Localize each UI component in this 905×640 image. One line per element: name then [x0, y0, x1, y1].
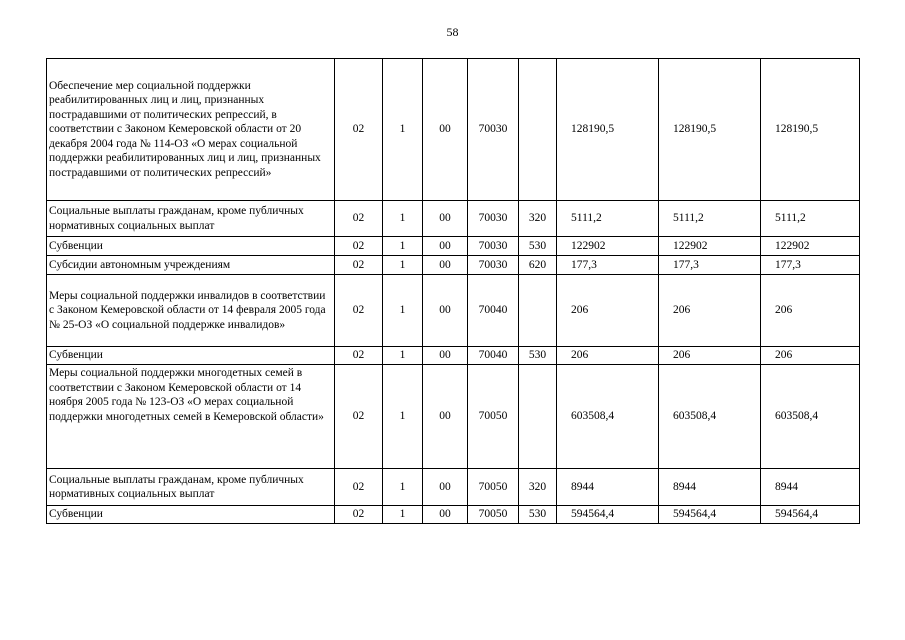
- program-cell: 1: [383, 347, 423, 365]
- row-name-cell: Социальные выплаты гражданам, кроме публичных нормативных социальных выплат: [47, 201, 335, 237]
- subprogram-cell: 00: [423, 275, 468, 347]
- row-name-cell: Меры социальной поддержки инвалидов в соответствии с Законом Кемеровской области от 14 февраля 2005 года № 25-ОЗ «О социальной поддержке инвалидов»: [47, 275, 335, 347]
- budget-table: [46, 58, 860, 524]
- row-name-cell: Субвенции: [47, 237, 335, 256]
- subprogram-cell: 00: [423, 201, 468, 237]
- subprogram-cell: 00: [423, 59, 468, 201]
- row-name-cell: Меры социальной поддержки многодетных семей в соответствии с Законом Кемеровской области от 14 ноября 2005 года № 123-ОЗ «О мерах социальной поддержки многодетных семей в Кемеровской области»: [47, 365, 335, 469]
- amount-year1-cell: 603508,4: [557, 365, 659, 469]
- table-row: [47, 237, 860, 256]
- subprogram-cell: 00: [423, 365, 468, 469]
- amount-year3-cell: 206: [761, 347, 860, 365]
- table-row: [47, 59, 860, 201]
- expense-type-cell: 320: [519, 469, 557, 506]
- row-name-cell: Субвенции: [47, 347, 335, 365]
- amount-year2-cell: 594564,4: [659, 506, 761, 524]
- expense-type-cell: [519, 365, 557, 469]
- page-number: 58: [446, 25, 459, 39]
- amount-year1-cell: 206: [557, 347, 659, 365]
- direction-cell: 70030: [468, 59, 519, 201]
- table-row: [47, 347, 860, 365]
- amount-year3-cell: 177,3: [761, 256, 860, 275]
- direction-cell: 70040: [468, 275, 519, 347]
- table-row: [47, 365, 860, 469]
- section-cell: 02: [335, 347, 383, 365]
- row-name-cell: Обеспечение мер социальной поддержки реабилитированных лиц и лиц, признанных пострадавшими от политических репрессий, в соответствии с Законом Кемеровской области от 20 декабря 2004 года № 114-ОЗ «О мерах социальной поддержки реабилитированных лиц и лиц, признанных пострадавшими от политических репрессий»: [47, 59, 335, 201]
- expense-type-cell: [519, 275, 557, 347]
- direction-cell: 70030: [468, 201, 519, 237]
- program-cell: 1: [383, 506, 423, 524]
- section-cell: 02: [335, 365, 383, 469]
- table-row: [47, 201, 860, 237]
- subprogram-cell: 00: [423, 506, 468, 524]
- amount-year3-cell: 603508,4: [761, 365, 860, 469]
- section-cell: 02: [335, 506, 383, 524]
- expense-type-cell: 620: [519, 256, 557, 275]
- direction-cell: 70050: [468, 469, 519, 506]
- row-name-cell: Субвенции: [47, 506, 335, 524]
- section-cell: 02: [335, 201, 383, 237]
- subprogram-cell: 00: [423, 256, 468, 275]
- row-name-cell: Субсидии автономным учреждениям: [47, 256, 335, 275]
- amount-year2-cell: 206: [659, 347, 761, 365]
- table-row: [47, 275, 860, 347]
- program-cell: 1: [383, 59, 423, 201]
- direction-cell: 70050: [468, 506, 519, 524]
- amount-year2-cell: 8944: [659, 469, 761, 506]
- section-cell: 02: [335, 256, 383, 275]
- table-row: [47, 506, 860, 524]
- amount-year2-cell: 128190,5: [659, 59, 761, 201]
- program-cell: 1: [383, 237, 423, 256]
- table-row: [47, 469, 860, 506]
- subprogram-cell: 00: [423, 237, 468, 256]
- subprogram-cell: 00: [423, 347, 468, 365]
- amount-year1-cell: 177,3: [557, 256, 659, 275]
- program-cell: 1: [383, 256, 423, 275]
- program-cell: 1: [383, 469, 423, 506]
- section-cell: 02: [335, 469, 383, 506]
- amount-year3-cell: 8944: [761, 469, 860, 506]
- program-cell: 1: [383, 201, 423, 237]
- expense-type-cell: 530: [519, 237, 557, 256]
- subprogram-cell: 00: [423, 469, 468, 506]
- amount-year1-cell: 128190,5: [557, 59, 659, 201]
- amount-year3-cell: 206: [761, 275, 860, 347]
- direction-cell: 70040: [468, 347, 519, 365]
- amount-year3-cell: 594564,4: [761, 506, 860, 524]
- direction-cell: 70030: [468, 237, 519, 256]
- section-cell: 02: [335, 237, 383, 256]
- expense-type-cell: 320: [519, 201, 557, 237]
- amount-year2-cell: 177,3: [659, 256, 761, 275]
- amount-year1-cell: 122902: [557, 237, 659, 256]
- table-row: [47, 256, 860, 275]
- amount-year3-cell: 122902: [761, 237, 860, 256]
- expense-type-cell: [519, 59, 557, 201]
- expense-type-cell: 530: [519, 347, 557, 365]
- amount-year2-cell: 206: [659, 275, 761, 347]
- expense-type-cell: 530: [519, 506, 557, 524]
- direction-cell: 70050: [468, 365, 519, 469]
- amount-year2-cell: 122902: [659, 237, 761, 256]
- row-name-cell: Социальные выплаты гражданам, кроме публичных нормативных социальных выплат: [47, 469, 335, 506]
- amount-year3-cell: 128190,5: [761, 59, 860, 201]
- amount-year1-cell: 8944: [557, 469, 659, 506]
- amount-year2-cell: 603508,4: [659, 365, 761, 469]
- program-cell: 1: [383, 365, 423, 469]
- amount-year1-cell: 5111,2: [557, 201, 659, 237]
- amount-year2-cell: 5111,2: [659, 201, 761, 237]
- amount-year1-cell: 594564,4: [557, 506, 659, 524]
- direction-cell: 70030: [468, 256, 519, 275]
- section-cell: 02: [335, 59, 383, 201]
- amount-year3-cell: 5111,2: [761, 201, 860, 237]
- amount-year1-cell: 206: [557, 275, 659, 347]
- program-cell: 1: [383, 275, 423, 347]
- section-cell: 02: [335, 275, 383, 347]
